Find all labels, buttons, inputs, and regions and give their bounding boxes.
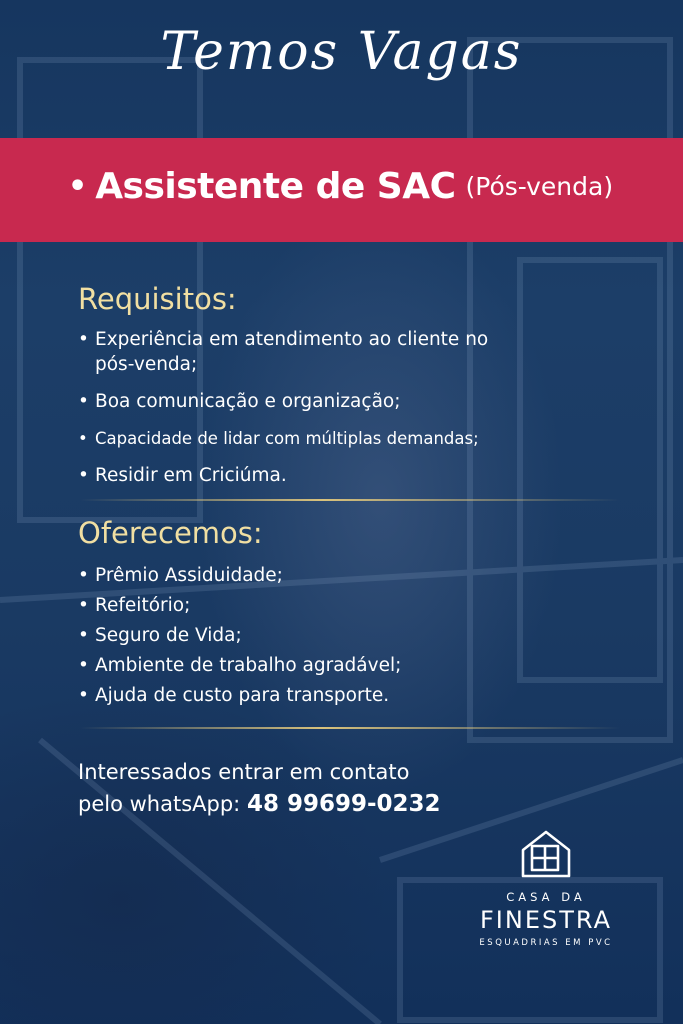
job-title <box>68 166 613 207</box>
contact-info <box>78 756 441 820</box>
benefits-title: Oferecemos: <box>78 516 263 550</box>
requirements-list <box>78 327 638 488</box>
benefit-item: • Refeitório; <box>78 593 638 618</box>
job-bullet: • <box>68 169 88 204</box>
section-divider <box>80 499 620 501</box>
logo-main-text: FINESTRA <box>479 906 612 934</box>
benefit-item: • Prêmio Assiduidade; <box>78 563 638 588</box>
job-title-band <box>0 138 683 242</box>
requirements-title: Requisitos: <box>78 282 237 316</box>
logo-top-text: CASA DA <box>506 890 586 904</box>
whatsapp-number: 48 99699-0232 <box>246 791 441 817</box>
contact-prefix: pelo whatsApp: <box>78 792 241 816</box>
house-window-icon <box>519 828 573 880</box>
requirement-item: • Boa comunicação e organização; <box>78 389 638 414</box>
poster-title: Temos Vagas <box>160 22 523 82</box>
benefit-item: • Seguro de Vida; <box>78 623 638 648</box>
requirement-item: • Experiência em atendimento ao cliente no pós-venda; <box>78 327 525 377</box>
requirement-item: • Capacidade de lidar com múltiplas demandas; <box>78 426 638 451</box>
contact-line <box>78 788 441 820</box>
section-divider <box>80 727 620 729</box>
benefits-list <box>78 563 638 708</box>
requirement-item: • Residir em Criciúma. <box>78 463 638 488</box>
benefit-item: • Ajuda de custo para transporte. <box>78 683 638 708</box>
job-role: Assistente de SAC <box>95 166 456 207</box>
job-subtitle: (Pós-venda) <box>465 172 614 201</box>
company-logo <box>466 828 626 948</box>
benefit-item: • Ambiente de trabalho agradável; <box>78 653 638 678</box>
logo-sub-text: ESQUADRIAS EM PVC <box>479 938 613 948</box>
contact-line: Interessados entrar em contato <box>78 760 410 784</box>
